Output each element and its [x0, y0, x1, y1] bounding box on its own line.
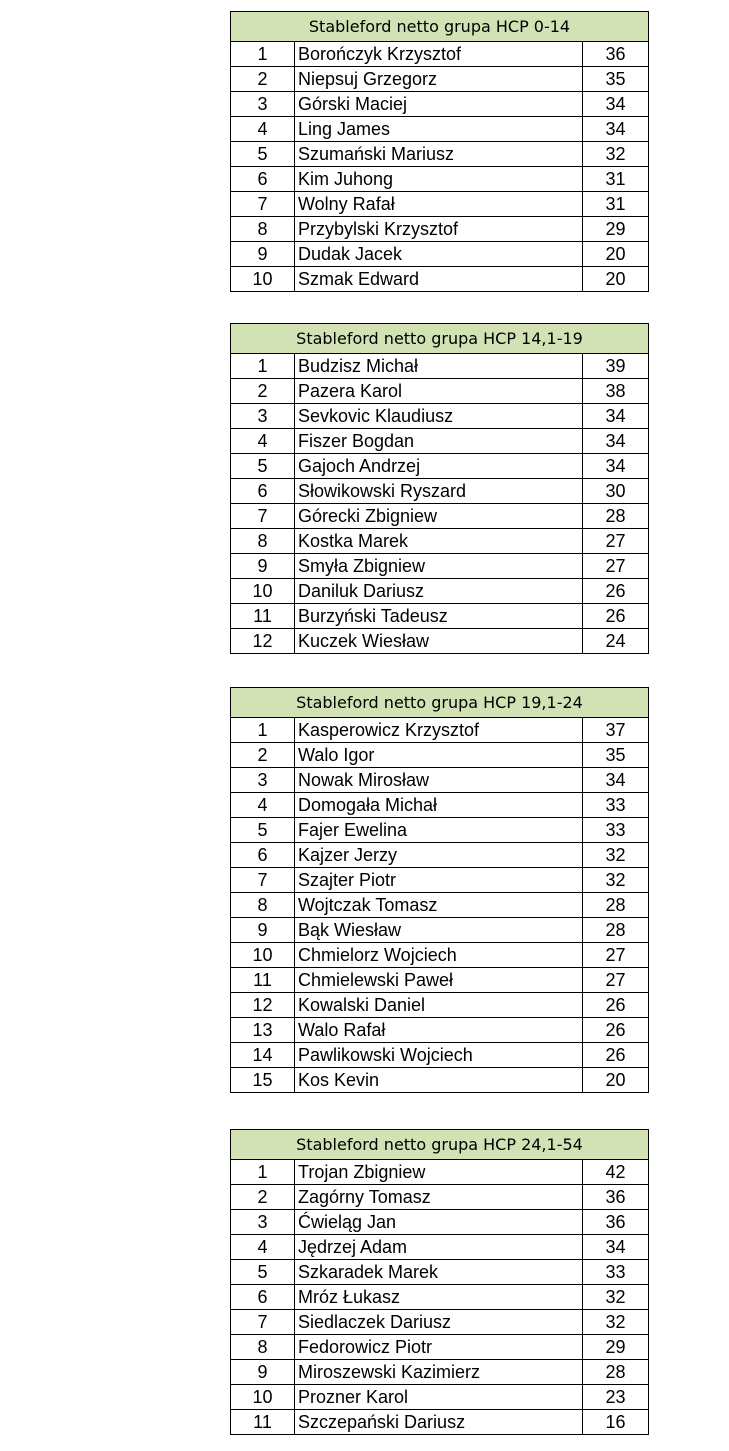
player-name-cell: Pazera Karol — [295, 379, 583, 404]
points-cell: 24 — [583, 629, 649, 654]
rank-cell: 15 — [231, 1068, 295, 1093]
points-cell: 23 — [583, 1385, 649, 1410]
player-name-cell: Szmak Edward — [295, 267, 583, 292]
points-cell: 20 — [583, 1068, 649, 1093]
table-row — [231, 1043, 649, 1068]
table-row — [231, 267, 649, 292]
points-cell: 34 — [583, 404, 649, 429]
table-row — [231, 1360, 649, 1385]
player-name-cell: Smyła Zbigniew — [295, 554, 583, 579]
table-row — [231, 1260, 649, 1285]
rank-cell: 4 — [231, 117, 295, 142]
results-table-group-4 — [230, 1129, 649, 1435]
table-row — [231, 1210, 649, 1235]
player-name-cell: Kuczek Wiesław — [295, 629, 583, 654]
points-cell: 31 — [583, 167, 649, 192]
rank-cell: 10 — [231, 267, 295, 292]
table-row — [231, 479, 649, 504]
rank-cell: 8 — [231, 217, 295, 242]
player-name-cell: Gajoch Andrzej — [295, 454, 583, 479]
rank-cell: 12 — [231, 629, 295, 654]
player-name-cell: Borończyk Krzysztof — [295, 42, 583, 67]
table-row — [231, 1185, 649, 1210]
table-row — [231, 192, 649, 217]
table-row — [231, 379, 649, 404]
rank-cell: 2 — [231, 379, 295, 404]
rank-cell: 4 — [231, 429, 295, 454]
table-row — [231, 943, 649, 968]
rank-cell: 8 — [231, 529, 295, 554]
table-row — [231, 718, 649, 743]
rank-cell: 3 — [231, 1210, 295, 1235]
player-name-cell: Jędrzej Adam — [295, 1235, 583, 1260]
points-cell: 30 — [583, 479, 649, 504]
points-cell: 35 — [583, 743, 649, 768]
rank-cell: 6 — [231, 479, 295, 504]
points-cell: 26 — [583, 993, 649, 1018]
player-name-cell: Sevkovic Klaudiusz — [295, 404, 583, 429]
points-cell: 37 — [583, 718, 649, 743]
table-row — [231, 242, 649, 267]
points-cell: 16 — [583, 1410, 649, 1435]
points-cell: 34 — [583, 92, 649, 117]
rank-cell: 3 — [231, 92, 295, 117]
table-row — [231, 868, 649, 893]
results-table-group-3 — [230, 687, 649, 1093]
table-row — [231, 454, 649, 479]
points-cell: 27 — [583, 968, 649, 993]
rank-cell: 8 — [231, 893, 295, 918]
rank-cell: 4 — [231, 1235, 295, 1260]
player-name-cell: Pawlikowski Wojciech — [295, 1043, 583, 1068]
rank-cell: 10 — [231, 579, 295, 604]
rank-cell: 7 — [231, 504, 295, 529]
player-name-cell: Daniluk Dariusz — [295, 579, 583, 604]
points-cell: 32 — [583, 142, 649, 167]
points-cell: 34 — [583, 454, 649, 479]
player-name-cell: Burzyński Tadeusz — [295, 604, 583, 629]
table-row — [231, 604, 649, 629]
table-row — [231, 768, 649, 793]
table-row — [231, 354, 649, 379]
points-cell: 20 — [583, 267, 649, 292]
player-name-cell: Dudak Jacek — [295, 242, 583, 267]
table-row — [231, 993, 649, 1018]
player-name-cell: Kos Kevin — [295, 1068, 583, 1093]
player-name-cell: Miroszewski Kazimierz — [295, 1360, 583, 1385]
table-row — [231, 217, 649, 242]
points-cell: 26 — [583, 1018, 649, 1043]
rank-cell: 5 — [231, 454, 295, 479]
table-row — [231, 92, 649, 117]
rank-cell: 7 — [231, 1310, 295, 1335]
player-name-cell: Budzisz Michał — [295, 354, 583, 379]
points-cell: 27 — [583, 943, 649, 968]
table-title: Stableford netto grupa HCP 19,1-24 — [231, 688, 649, 718]
player-name-cell: Mróz Łukasz — [295, 1285, 583, 1310]
points-cell: 26 — [583, 579, 649, 604]
table-row — [231, 893, 649, 918]
rank-cell: 9 — [231, 554, 295, 579]
results-table-group-2 — [230, 323, 649, 654]
player-name-cell: Ling James — [295, 117, 583, 142]
player-name-cell: Kasperowicz Krzysztof — [295, 718, 583, 743]
rank-cell: 2 — [231, 1185, 295, 1210]
rank-cell: 11 — [231, 1410, 295, 1435]
points-cell: 20 — [583, 242, 649, 267]
rank-cell: 2 — [231, 743, 295, 768]
rank-cell: 4 — [231, 793, 295, 818]
table-row — [231, 629, 649, 654]
player-name-cell: Przybylski Krzysztof — [295, 217, 583, 242]
rank-cell: 1 — [231, 1160, 295, 1185]
player-name-cell: Fajer Ewelina — [295, 818, 583, 843]
points-cell: 34 — [583, 768, 649, 793]
points-cell: 32 — [583, 843, 649, 868]
table-row — [231, 818, 649, 843]
table-header-row — [231, 688, 649, 718]
rank-cell: 7 — [231, 868, 295, 893]
points-cell: 29 — [583, 1335, 649, 1360]
rank-cell: 9 — [231, 1360, 295, 1385]
table-row — [231, 142, 649, 167]
table-row — [231, 404, 649, 429]
player-name-cell: Szumański Mariusz — [295, 142, 583, 167]
rank-cell: 1 — [231, 42, 295, 67]
table-row — [231, 843, 649, 868]
rank-cell: 3 — [231, 404, 295, 429]
player-name-cell: Fiszer Bogdan — [295, 429, 583, 454]
rank-cell: 1 — [231, 718, 295, 743]
table-row — [231, 918, 649, 943]
table-row — [231, 968, 649, 993]
player-name-cell: Szajter Piotr — [295, 868, 583, 893]
table-header-row — [231, 1130, 649, 1160]
table-title: Stableford netto grupa HCP 14,1-19 — [231, 324, 649, 354]
table-row — [231, 504, 649, 529]
rank-cell: 10 — [231, 943, 295, 968]
points-cell: 36 — [583, 1210, 649, 1235]
table-row — [231, 1410, 649, 1435]
rank-cell: 10 — [231, 1385, 295, 1410]
points-cell: 34 — [583, 117, 649, 142]
points-cell: 33 — [583, 818, 649, 843]
points-cell: 27 — [583, 529, 649, 554]
table-title: Stableford netto grupa HCP 24,1-54 — [231, 1130, 649, 1160]
rank-cell: 5 — [231, 1260, 295, 1285]
player-name-cell: Kowalski Daniel — [295, 993, 583, 1018]
table-row — [231, 793, 649, 818]
rank-cell: 13 — [231, 1018, 295, 1043]
points-cell: 42 — [583, 1160, 649, 1185]
points-cell: 33 — [583, 793, 649, 818]
points-cell: 28 — [583, 893, 649, 918]
points-cell: 35 — [583, 67, 649, 92]
player-name-cell: Walo Igor — [295, 743, 583, 768]
points-cell: 39 — [583, 354, 649, 379]
points-cell: 32 — [583, 1285, 649, 1310]
player-name-cell: Ćwieląg Jan — [295, 1210, 583, 1235]
points-cell: 28 — [583, 504, 649, 529]
points-cell: 28 — [583, 1360, 649, 1385]
rank-cell: 2 — [231, 67, 295, 92]
player-name-cell: Prozner Karol — [295, 1385, 583, 1410]
player-name-cell: Szczepański Dariusz — [295, 1410, 583, 1435]
player-name-cell: Fedorowicz Piotr — [295, 1335, 583, 1360]
rank-cell: 9 — [231, 918, 295, 943]
points-cell: 32 — [583, 1310, 649, 1335]
points-cell: 26 — [583, 1043, 649, 1068]
table-row — [231, 1335, 649, 1360]
player-name-cell: Zagórny Tomasz — [295, 1185, 583, 1210]
player-name-cell: Walo Rafał — [295, 1018, 583, 1043]
rank-cell: 14 — [231, 1043, 295, 1068]
table-row — [231, 429, 649, 454]
points-cell: 34 — [583, 1235, 649, 1260]
rank-cell: 11 — [231, 968, 295, 993]
table-row — [231, 1310, 649, 1335]
rank-cell: 8 — [231, 1335, 295, 1360]
player-name-cell: Szkaradek Marek — [295, 1260, 583, 1285]
points-cell: 36 — [583, 1185, 649, 1210]
player-name-cell: Kim Juhong — [295, 167, 583, 192]
table-title: Stableford netto grupa HCP 0-14 — [231, 12, 649, 42]
player-name-cell: Bąk Wiesław — [295, 918, 583, 943]
table-row — [231, 1235, 649, 1260]
results-table-group-1 — [230, 11, 649, 292]
table-row — [231, 554, 649, 579]
player-name-cell: Słowikowski Ryszard — [295, 479, 583, 504]
table-header-row — [231, 324, 649, 354]
points-cell: 28 — [583, 918, 649, 943]
points-cell: 38 — [583, 379, 649, 404]
points-cell: 29 — [583, 217, 649, 242]
table-row — [231, 743, 649, 768]
rank-cell: 6 — [231, 167, 295, 192]
points-cell: 36 — [583, 42, 649, 67]
player-name-cell: Kajzer Jerzy — [295, 843, 583, 868]
player-name-cell: Górski Maciej — [295, 92, 583, 117]
table-row — [231, 1160, 649, 1185]
rank-cell: 5 — [231, 142, 295, 167]
player-name-cell: Niepsuj Grzegorz — [295, 67, 583, 92]
rank-cell: 3 — [231, 768, 295, 793]
rank-cell: 6 — [231, 843, 295, 868]
table-row — [231, 117, 649, 142]
points-cell: 33 — [583, 1260, 649, 1285]
player-name-cell: Siedlaczek Dariusz — [295, 1310, 583, 1335]
table-row — [231, 167, 649, 192]
points-cell: 32 — [583, 868, 649, 893]
rank-cell: 11 — [231, 604, 295, 629]
table-row — [231, 579, 649, 604]
table-header-row — [231, 12, 649, 42]
rank-cell: 7 — [231, 192, 295, 217]
points-cell: 26 — [583, 604, 649, 629]
rank-cell: 12 — [231, 993, 295, 1018]
points-cell: 27 — [583, 554, 649, 579]
rank-cell: 5 — [231, 818, 295, 843]
table-row — [231, 42, 649, 67]
table-row — [231, 1068, 649, 1093]
table-row — [231, 67, 649, 92]
points-cell: 31 — [583, 192, 649, 217]
player-name-cell: Domogała Michał — [295, 793, 583, 818]
player-name-cell: Wolny Rafał — [295, 192, 583, 217]
player-name-cell: Nowak Mirosław — [295, 768, 583, 793]
player-name-cell: Kostka Marek — [295, 529, 583, 554]
rank-cell: 1 — [231, 354, 295, 379]
player-name-cell: Chmielorz Wojciech — [295, 943, 583, 968]
player-name-cell: Trojan Zbigniew — [295, 1160, 583, 1185]
rank-cell: 6 — [231, 1285, 295, 1310]
table-row — [231, 529, 649, 554]
player-name-cell: Chmielewski Paweł — [295, 968, 583, 993]
table-row — [231, 1018, 649, 1043]
table-row — [231, 1385, 649, 1410]
rank-cell: 9 — [231, 242, 295, 267]
table-row — [231, 1285, 649, 1310]
player-name-cell: Wojtczak Tomasz — [295, 893, 583, 918]
points-cell: 34 — [583, 429, 649, 454]
player-name-cell: Górecki Zbigniew — [295, 504, 583, 529]
